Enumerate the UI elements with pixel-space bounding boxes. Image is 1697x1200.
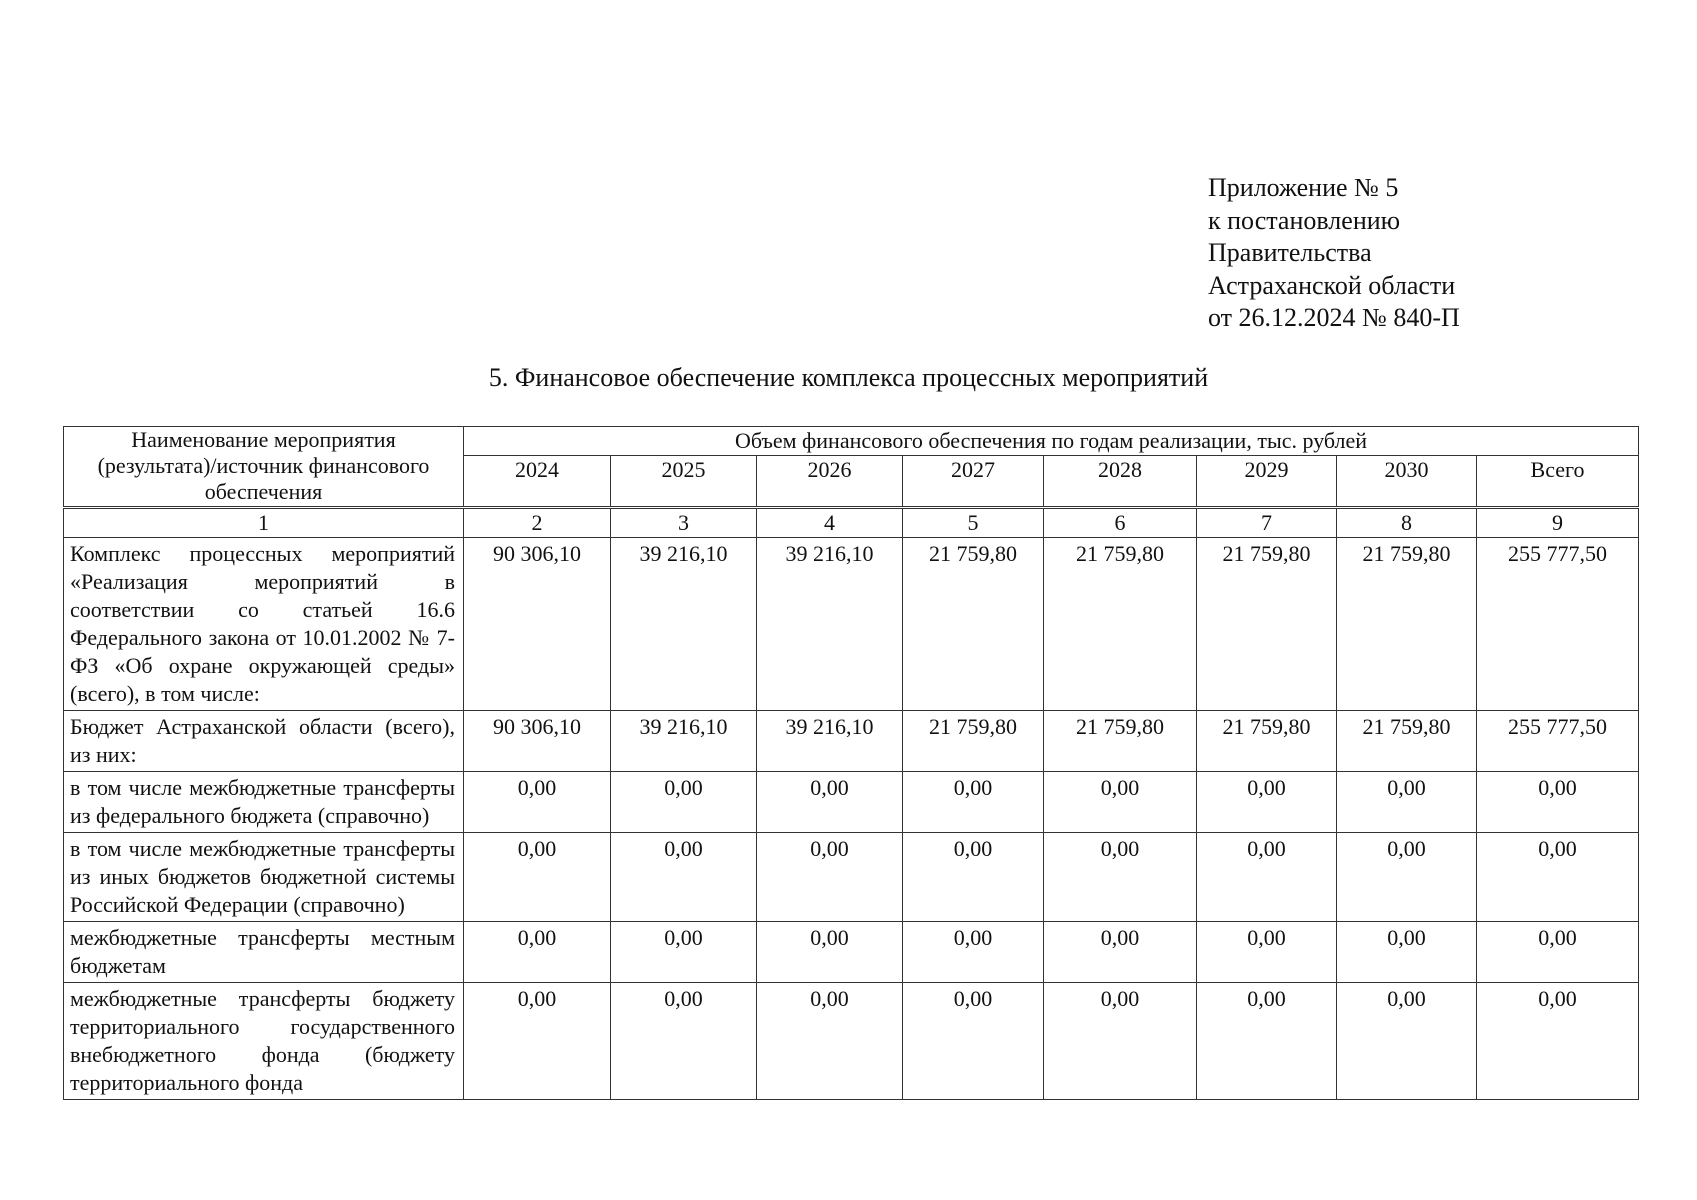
column-number: 6 bbox=[1044, 508, 1197, 538]
value-cell: 0,00 bbox=[464, 922, 611, 983]
year-header: 2026 bbox=[757, 456, 903, 508]
value-cell: 21 759,80 bbox=[1197, 711, 1337, 772]
year-header: 2028 bbox=[1044, 456, 1197, 508]
value-cell: 21 759,80 bbox=[1197, 538, 1337, 711]
value-cell: 0,00 bbox=[1337, 922, 1477, 983]
value-cell: 21 759,80 bbox=[1044, 711, 1197, 772]
column-number: 2 bbox=[464, 508, 611, 538]
table-row bbox=[64, 833, 1639, 922]
appendix-line: Приложение № 5 bbox=[1208, 173, 1399, 202]
value-cell: 0,00 bbox=[611, 983, 757, 1100]
value-cell: 0,00 bbox=[757, 922, 903, 983]
column-number: 1 bbox=[64, 508, 464, 538]
value-cell: 0,00 bbox=[903, 983, 1044, 1100]
total-cell: 0,00 bbox=[1477, 983, 1639, 1100]
value-cell: 39 216,10 bbox=[757, 538, 903, 711]
year-header: 2030 bbox=[1337, 456, 1477, 508]
row-name: межбюджетные трансферты местным бюджетам bbox=[64, 922, 464, 983]
value-cell: 0,00 bbox=[1337, 772, 1477, 833]
header-row bbox=[64, 427, 1639, 456]
total-cell: 0,00 bbox=[1477, 772, 1639, 833]
value-cell: 0,00 bbox=[464, 772, 611, 833]
column-number: 8 bbox=[1337, 508, 1477, 538]
row-name: Бюджет Астраханской области (всего), из них: bbox=[64, 711, 464, 772]
value-cell: 39 216,10 bbox=[611, 711, 757, 772]
table-row bbox=[64, 922, 1639, 983]
year-header: 2024 bbox=[464, 456, 611, 508]
value-cell: 0,00 bbox=[611, 833, 757, 922]
value-cell: 0,00 bbox=[1337, 983, 1477, 1100]
table-row bbox=[64, 983, 1639, 1100]
value-cell: 0,00 bbox=[903, 772, 1044, 833]
value-cell: 90 306,10 bbox=[464, 538, 611, 711]
total-cell: 0,00 bbox=[1477, 922, 1639, 983]
value-cell: 0,00 bbox=[1197, 833, 1337, 922]
column-number: 9 bbox=[1477, 508, 1639, 538]
value-cell: 0,00 bbox=[1197, 772, 1337, 833]
appendix-block bbox=[1208, 172, 1460, 335]
appendix-line: от 26.12.2024 № 840-П bbox=[1208, 303, 1460, 332]
document-title: 5. Финансовое обеспечение комплекса процессных мероприятий bbox=[488, 363, 1209, 392]
appendix-line: к постановлению bbox=[1208, 205, 1401, 235]
volume-header: Объем финансового обеспечения по годам реализации, тыс. рублей bbox=[464, 427, 1639, 456]
column-number: 4 bbox=[757, 508, 903, 538]
column-number-row bbox=[64, 508, 1639, 538]
year-header: 2029 bbox=[1197, 456, 1337, 508]
value-cell: 90 306,10 bbox=[464, 711, 611, 772]
value-cell: 0,00 bbox=[1044, 922, 1197, 983]
value-cell: 0,00 bbox=[903, 833, 1044, 922]
value-cell: 39 216,10 bbox=[757, 711, 903, 772]
financing-table bbox=[63, 426, 1639, 1100]
value-cell: 0,00 bbox=[1337, 833, 1477, 922]
value-cell: 0,00 bbox=[1197, 983, 1337, 1100]
row-name: межбюджетные трансферты бюджету территориального государственного внебюджетного фонда (бюджету территориального фонда bbox=[64, 983, 464, 1100]
year-header: 2027 bbox=[903, 456, 1044, 508]
table-row bbox=[64, 772, 1639, 833]
total-cell: 0,00 bbox=[1477, 833, 1639, 922]
value-cell: 21 759,80 bbox=[1337, 538, 1477, 711]
value-cell: 0,00 bbox=[1044, 833, 1197, 922]
value-cell: 0,00 bbox=[464, 983, 611, 1100]
value-cell: 0,00 bbox=[757, 772, 903, 833]
total-cell: 255 777,50 bbox=[1477, 538, 1639, 711]
column-number: 5 bbox=[903, 508, 1044, 538]
value-cell: 0,00 bbox=[1044, 983, 1197, 1100]
value-cell: 21 759,80 bbox=[1337, 711, 1477, 772]
total-cell: 255 777,50 bbox=[1477, 711, 1639, 772]
column-number: 3 bbox=[611, 508, 757, 538]
value-cell: 0,00 bbox=[611, 772, 757, 833]
value-cell: 21 759,80 bbox=[903, 711, 1044, 772]
column-number: 7 bbox=[1197, 508, 1337, 538]
appendix-line: Правительства bbox=[1208, 238, 1372, 267]
value-cell: 21 759,80 bbox=[903, 538, 1044, 711]
row-name: Комплекс процессных мероприятий «Реализация мероприятий в соответствии со статьей 16.6 Федерального закона от 10.01.2002 № 7-ФЗ «Об охране окружающей среды» (всего), в том числе: bbox=[64, 538, 464, 711]
value-cell: 0,00 bbox=[757, 983, 903, 1100]
appendix-line: Астраханской области bbox=[1208, 270, 1456, 300]
value-cell: 21 759,80 bbox=[1044, 538, 1197, 711]
row-name: в том числе межбюджетные трансферты из федерального бюджета (справочно) bbox=[64, 772, 464, 833]
value-cell: 0,00 bbox=[1044, 772, 1197, 833]
year-header: 2025 bbox=[611, 456, 757, 508]
table-row bbox=[64, 711, 1639, 772]
table-row bbox=[64, 538, 1639, 711]
value-cell: 0,00 bbox=[464, 833, 611, 922]
value-cell: 0,00 bbox=[1197, 922, 1337, 983]
value-cell: 39 216,10 bbox=[611, 538, 757, 711]
value-cell: 0,00 bbox=[757, 833, 903, 922]
name-column-header: Наименование мероприятия (результата)/источник финансового обеспечения bbox=[64, 427, 464, 508]
value-cell: 0,00 bbox=[903, 922, 1044, 983]
total-header: Всего bbox=[1477, 456, 1639, 508]
value-cell: 0,00 bbox=[611, 922, 757, 983]
row-name: в том числе межбюджетные трансферты из иных бюджетов бюджетной системы Российской Федерации (справочно) bbox=[64, 833, 464, 922]
